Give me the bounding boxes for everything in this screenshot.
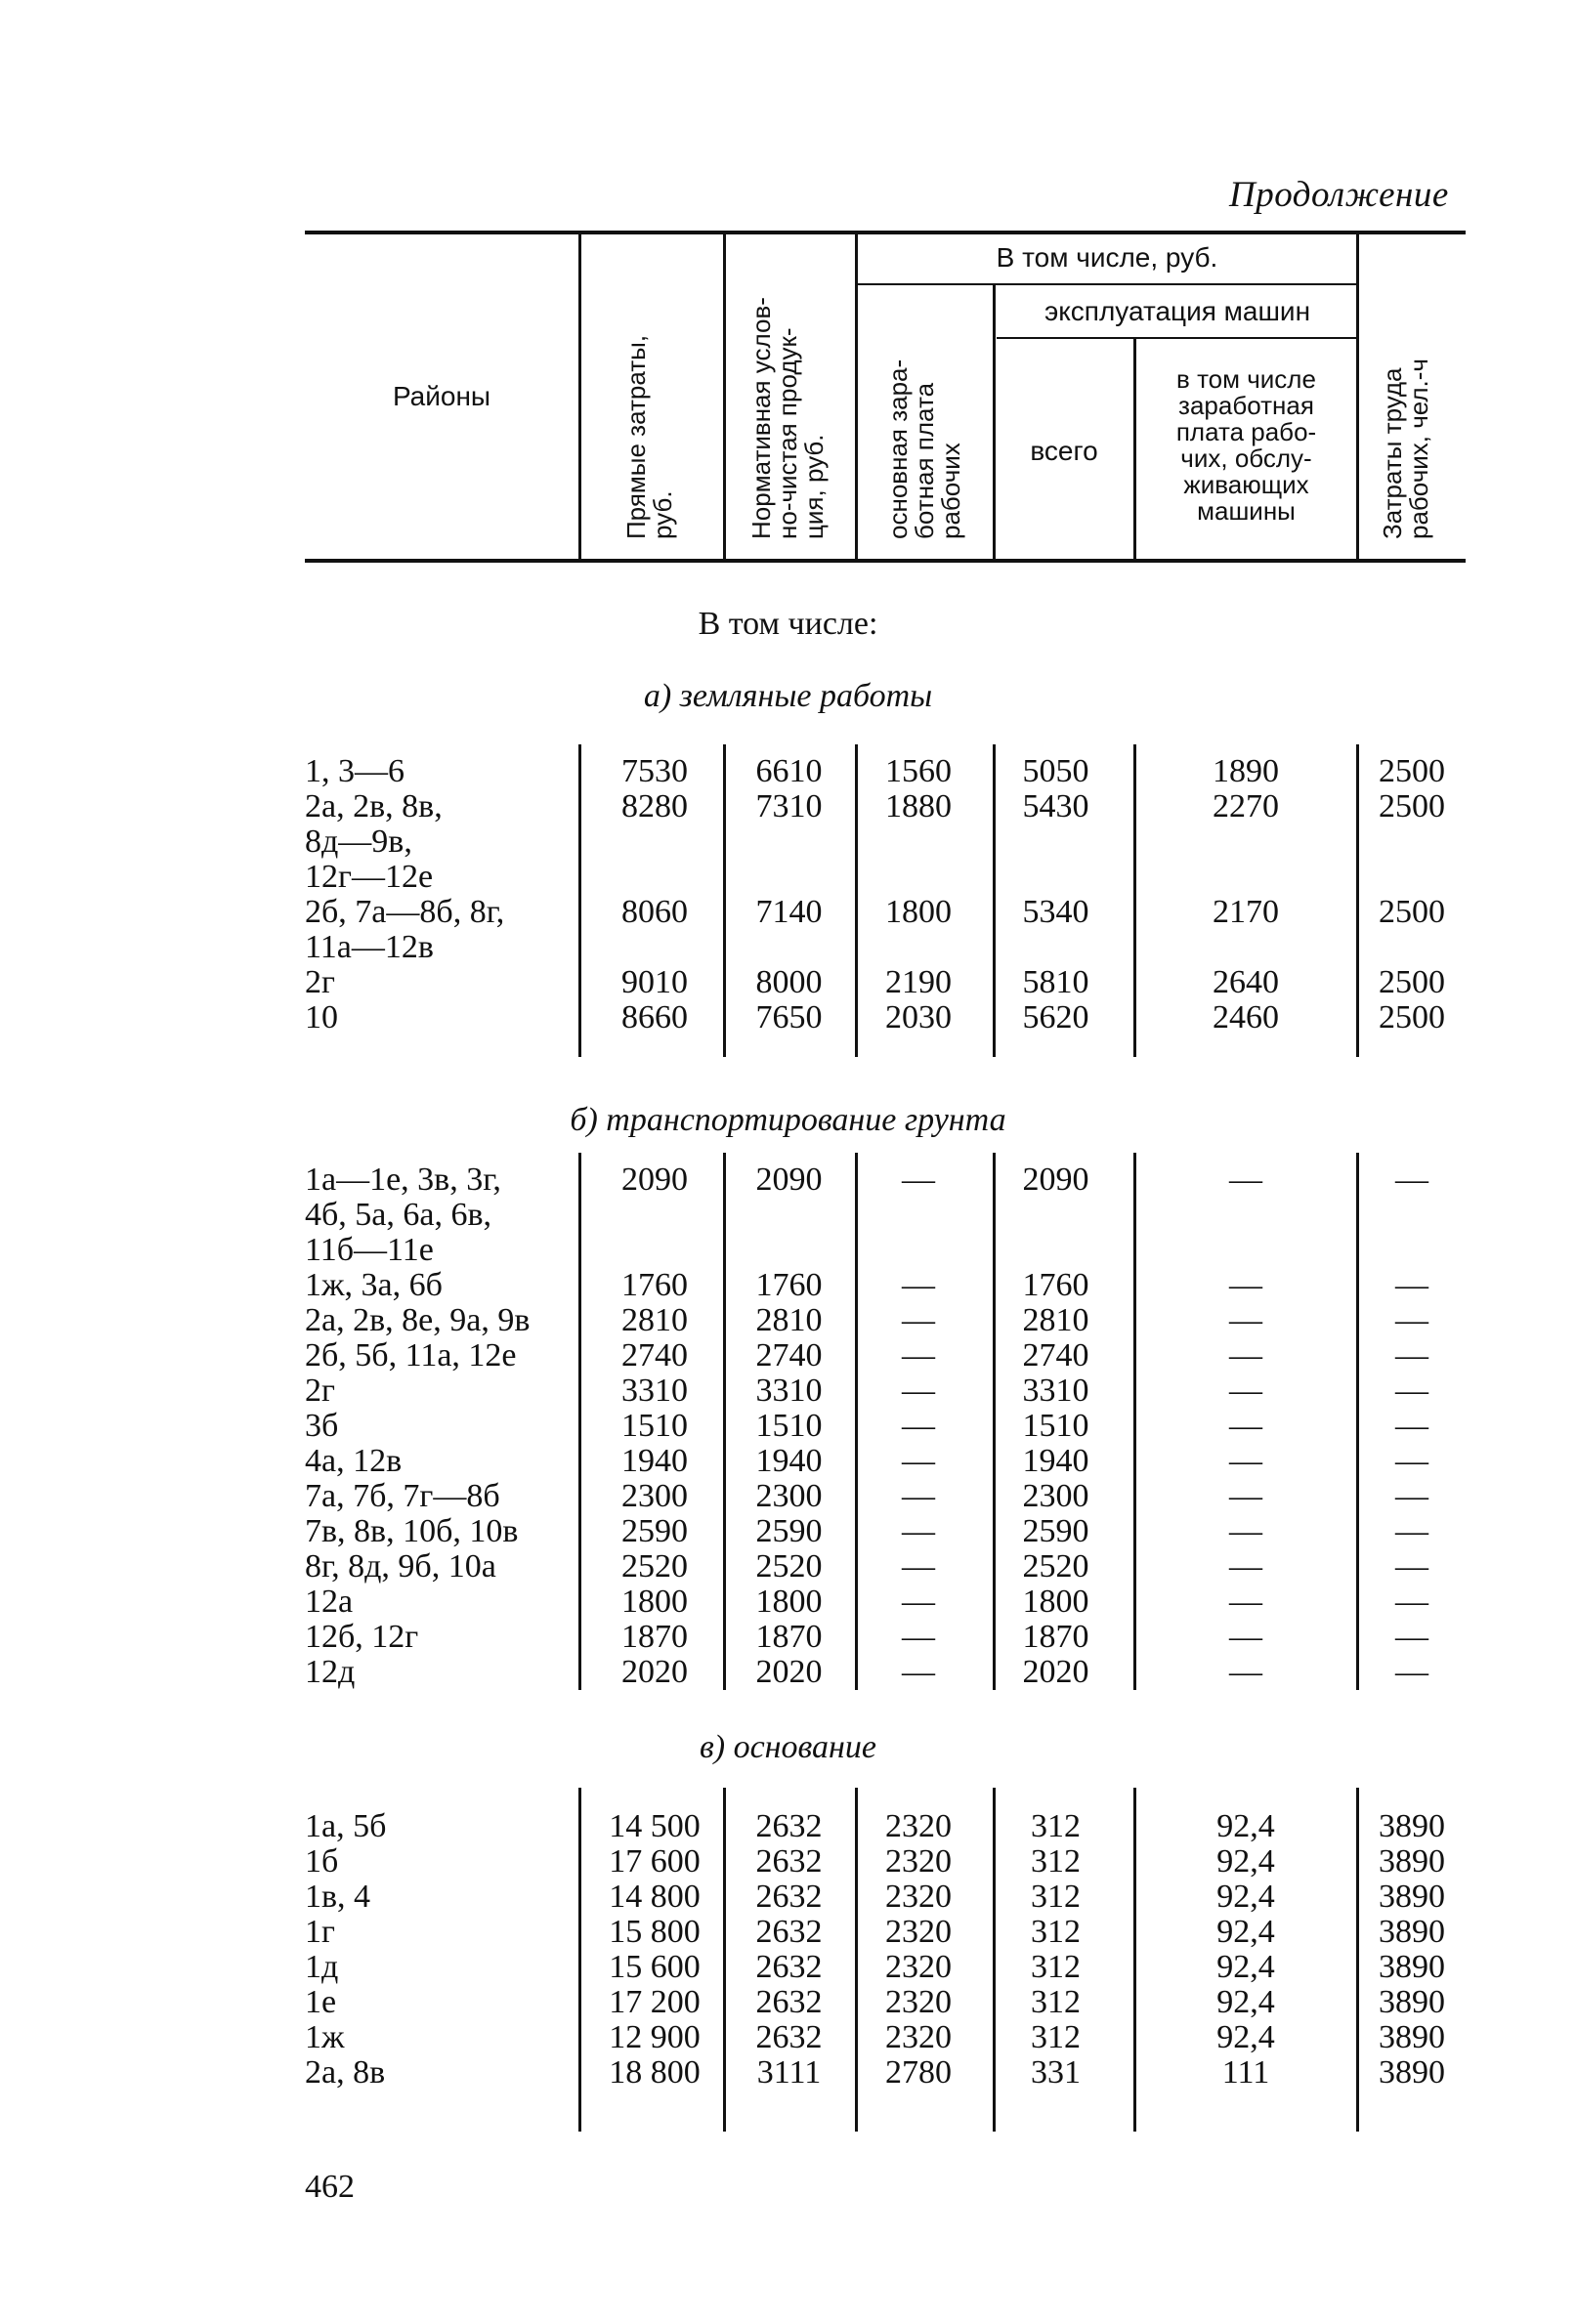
row-area: 1е: [305, 1984, 337, 2020]
row-value: 2090: [755, 1162, 823, 1198]
table-row: [0, 1514, 1576, 1549]
row-value: —: [1229, 1443, 1262, 1479]
row-area: 3б: [305, 1408, 339, 1444]
row-value: 92,4: [1216, 2019, 1275, 2055]
row-value: 1940: [755, 1443, 823, 1479]
row-value: —: [1229, 1584, 1262, 1620]
group-machines-rule: [997, 337, 1358, 339]
table-row: [0, 754, 1576, 789]
row-value: 3111: [756, 2054, 822, 2091]
row-area: 2б, 5б, 11а, 12е: [305, 1337, 517, 1373]
row-value: 5620: [1022, 999, 1089, 1035]
row-value: 2500: [1379, 788, 1445, 824]
row-value: 2632: [755, 1914, 823, 1950]
table-row: [0, 1950, 1576, 1985]
row-value: —: [1229, 1162, 1262, 1198]
row-value: 2300: [1022, 1478, 1089, 1514]
row-value: —: [1229, 1408, 1262, 1444]
row-value: 5430: [1022, 788, 1089, 824]
row-value: 17 200: [609, 1984, 701, 2020]
row-value: —: [902, 1619, 935, 1655]
row-value: 2500: [1379, 999, 1445, 1035]
table-row: [0, 1162, 1576, 1268]
row-value: 92,4: [1216, 1949, 1275, 1985]
row-value: 7530: [621, 753, 688, 789]
row-value: 3890: [1379, 1808, 1445, 1844]
row-value: 1880: [885, 788, 952, 824]
row-value: 312: [1031, 1914, 1081, 1950]
row-value: —: [1395, 1548, 1428, 1585]
header-vline: [1356, 234, 1359, 559]
row-value: 2090: [1022, 1162, 1089, 1198]
row-area: 4б, 5а, 6а, 6в,: [305, 1197, 492, 1233]
row-value: —: [1395, 1408, 1428, 1444]
table-row: [0, 894, 1576, 965]
row-value: 7310: [755, 788, 823, 824]
header-vline: [723, 234, 726, 559]
table-row: [0, 1409, 1576, 1444]
row-value: 17 600: [609, 1843, 701, 1880]
row-value: 2520: [755, 1548, 823, 1585]
row-value: 1800: [755, 1584, 823, 1620]
row-value: 9010: [621, 964, 688, 1000]
row-value: —: [902, 1443, 935, 1479]
row-value: —: [1395, 1443, 1428, 1479]
group-incl-rule: [858, 283, 1358, 285]
row-area: 11б—11е: [305, 1232, 434, 1268]
table-row: [0, 1000, 1576, 1035]
row-value: 3890: [1379, 1843, 1445, 1880]
row-area: 12б, 12г: [305, 1619, 419, 1655]
table-row: [0, 1549, 1576, 1585]
row-area: 12а: [305, 1584, 354, 1620]
row-value: 5340: [1022, 894, 1089, 930]
row-value: 2520: [1022, 1548, 1089, 1585]
row-value: —: [1229, 1302, 1262, 1338]
table-row: [0, 1479, 1576, 1514]
row-value: 2320: [885, 1843, 952, 1880]
row-value: —: [1229, 1619, 1262, 1655]
row-value: —: [902, 1337, 935, 1373]
table-row: [0, 2055, 1576, 2091]
table-row: [0, 1373, 1576, 1409]
row-value: 18 800: [609, 2054, 701, 2091]
row-area: 11а—12в: [305, 929, 434, 965]
row-value: —: [1229, 1267, 1262, 1303]
header-col-labor: Затраты труда рабочих, чел.-ч: [1378, 359, 1433, 539]
row-value: 2520: [621, 1548, 688, 1585]
row-value: 3890: [1379, 1879, 1445, 1915]
row-value: 3890: [1379, 2019, 1445, 2055]
row-area: 2г: [305, 964, 335, 1000]
table-row: [0, 1338, 1576, 1373]
row-value: —: [1395, 1513, 1428, 1549]
row-value: 5810: [1022, 964, 1089, 1000]
row-value: —: [1229, 1513, 1262, 1549]
row-value: 2740: [1022, 1337, 1089, 1373]
header-col-area: Районы: [392, 381, 491, 411]
row-value: —: [1229, 1548, 1262, 1585]
row-value: 1870: [755, 1619, 823, 1655]
row-value: 92,4: [1216, 1914, 1275, 1950]
row-value: 6610: [755, 753, 823, 789]
row-value: 5050: [1022, 753, 1089, 789]
row-value: 2020: [755, 1654, 823, 1690]
row-value: 1560: [885, 753, 952, 789]
row-value: 3310: [1022, 1373, 1089, 1409]
row-value: —: [902, 1654, 935, 1690]
header-col-direct: Прямые затраты, руб.: [621, 334, 677, 539]
row-value: 2632: [755, 2019, 823, 2055]
header-col-total: всего: [1030, 436, 1098, 466]
table-row: [0, 1303, 1576, 1338]
table-row: [0, 1585, 1576, 1620]
row-value: 1760: [755, 1267, 823, 1303]
row-area: 7в, 8в, 10б, 10в: [305, 1513, 519, 1549]
row-value: 2500: [1379, 964, 1445, 1000]
row-value: 14 800: [609, 1879, 701, 1915]
row-value: —: [902, 1267, 935, 1303]
row-value: 2810: [755, 1302, 823, 1338]
row-value: 3890: [1379, 1984, 1445, 2020]
row-value: 2740: [621, 1337, 688, 1373]
row-value: 1510: [621, 1408, 688, 1444]
row-area: 1ж, 3а, 6б: [305, 1267, 443, 1303]
row-value: 1800: [621, 1584, 688, 1620]
section-title: а) земляные работы: [643, 678, 933, 714]
row-value: —: [1395, 1267, 1428, 1303]
row-value: 312: [1031, 1984, 1081, 2020]
row-value: 92,4: [1216, 1808, 1275, 1844]
header-group-incl: В том числе, руб.: [996, 242, 1218, 273]
row-area: 1д: [305, 1949, 339, 1985]
row-value: 1940: [1022, 1443, 1089, 1479]
row-value: 312: [1031, 2019, 1081, 2055]
row-value: —: [902, 1373, 935, 1409]
row-area: 12г—12е: [305, 859, 434, 895]
row-value: 2320: [885, 1879, 952, 1915]
row-area: 1, 3—6: [305, 753, 405, 789]
row-value: —: [1229, 1337, 1262, 1373]
row-value: 7140: [755, 894, 823, 930]
page-number: 462: [305, 2169, 355, 2205]
row-area: 2а, 8в: [305, 2054, 386, 2091]
row-value: 2590: [1022, 1513, 1089, 1549]
row-value: —: [902, 1513, 935, 1549]
row-value: 2020: [1022, 1654, 1089, 1690]
row-value: 312: [1031, 1808, 1081, 1844]
row-value: 2632: [755, 1808, 823, 1844]
row-value: 92,4: [1216, 1984, 1275, 2020]
row-value: 2740: [755, 1337, 823, 1373]
row-value: 2190: [885, 964, 952, 1000]
row-value: 3890: [1379, 2054, 1445, 2091]
row-value: 3310: [621, 1373, 688, 1409]
row-value: 2320: [885, 2019, 952, 2055]
row-value: 2300: [755, 1478, 823, 1514]
header-top-rule: [305, 231, 1466, 234]
row-value: —: [1395, 1584, 1428, 1620]
row-value: 2460: [1213, 999, 1279, 1035]
row-value: 2320: [885, 1984, 952, 2020]
table-row: [0, 965, 1576, 1000]
row-value: 1760: [1022, 1267, 1089, 1303]
row-value: —: [1229, 1654, 1262, 1690]
row-value: 8000: [755, 964, 823, 1000]
header-col-wage: основная зара- ботная плата рабочих: [883, 359, 965, 539]
table-row: [0, 1809, 1576, 1844]
row-value: 1760: [621, 1267, 688, 1303]
header-col-machine-wage: в том числе заработная плата рабо- чих, обслу- живающих машины: [1175, 364, 1317, 526]
row-value: 2632: [755, 1949, 823, 1985]
row-value: 2320: [885, 1914, 952, 1950]
row-value: 2030: [885, 999, 952, 1035]
row-value: 1800: [1022, 1584, 1089, 1620]
continuation-label: Продолжение: [1229, 175, 1449, 215]
row-value: 1510: [1022, 1408, 1089, 1444]
row-area: 2б, 7а—8б, 8г,: [305, 894, 505, 930]
table-row: [0, 1444, 1576, 1479]
table-row: [0, 1268, 1576, 1303]
row-value: 1870: [621, 1619, 688, 1655]
header-vline: [993, 285, 996, 559]
row-value: 12 900: [609, 2019, 701, 2055]
row-value: 2020: [621, 1654, 688, 1690]
row-value: 2320: [885, 1949, 952, 1985]
row-value: 2810: [621, 1302, 688, 1338]
row-value: —: [902, 1408, 935, 1444]
header-col-norm: Нормативная услов- но-чистая продук- ция, руб.: [746, 297, 829, 539]
row-value: 1800: [885, 894, 952, 930]
row-value: 92,4: [1216, 1843, 1275, 1880]
row-value: 2632: [755, 1843, 823, 1880]
header-group-machines: эксплуатация машин: [1044, 296, 1311, 326]
table-row: [0, 1655, 1576, 1690]
row-area: 7а, 7б, 7г—8б: [305, 1478, 500, 1514]
row-value: 2500: [1379, 753, 1445, 789]
row-area: 1а—1е, 3в, 3г,: [305, 1162, 501, 1198]
row-area: 1г: [305, 1914, 335, 1950]
row-area: 4а, 12в: [305, 1443, 403, 1479]
table-row: [0, 2020, 1576, 2055]
row-value: —: [1229, 1478, 1262, 1514]
row-area: 8д—9в,: [305, 824, 412, 860]
row-value: 8660: [621, 999, 688, 1035]
row-value: 3890: [1379, 1914, 1445, 1950]
row-value: 3890: [1379, 1949, 1445, 1985]
row-value: 2320: [885, 1808, 952, 1844]
row-area: 2а, 2в, 8в,: [305, 788, 443, 824]
table-row: [0, 1915, 1576, 1950]
row-area: 1в, 4: [305, 1879, 371, 1915]
row-area: 2а, 2в, 8е, 9а, 9в: [305, 1302, 531, 1338]
row-value: 312: [1031, 1949, 1081, 1985]
row-value: 3310: [755, 1373, 823, 1409]
row-value: —: [1395, 1478, 1428, 1514]
table-row: [0, 1880, 1576, 1915]
section-title: в) основание: [699, 1729, 877, 1765]
table-row: [0, 1985, 1576, 2020]
row-area: 8г, 8д, 9б, 10а: [305, 1548, 496, 1585]
row-value: 312: [1031, 1843, 1081, 1880]
table-row: [0, 1844, 1576, 1880]
row-value: 312: [1031, 1879, 1081, 1915]
row-value: 2170: [1213, 894, 1279, 930]
row-value: 2632: [755, 1984, 823, 2020]
row-area: 1а, 5б: [305, 1808, 387, 1844]
row-value: 8280: [621, 788, 688, 824]
row-value: —: [1395, 1162, 1428, 1198]
row-value: 2780: [885, 2054, 952, 2091]
row-value: 331: [1031, 2054, 1081, 2091]
row-value: 1940: [621, 1443, 688, 1479]
row-value: 2810: [1022, 1302, 1089, 1338]
row-area: 10: [305, 999, 338, 1035]
row-value: —: [1395, 1373, 1428, 1409]
header-bottom-rule: [305, 559, 1466, 563]
row-area: 2г: [305, 1373, 335, 1409]
row-value: 7650: [755, 999, 823, 1035]
row-value: —: [902, 1302, 935, 1338]
row-value: —: [1395, 1654, 1428, 1690]
row-value: 2590: [755, 1513, 823, 1549]
row-value: —: [902, 1548, 935, 1585]
header-vline: [578, 234, 581, 559]
row-value: —: [902, 1584, 935, 1620]
row-area: 12д: [305, 1654, 356, 1690]
row-value: —: [1395, 1337, 1428, 1373]
row-value: 2640: [1213, 964, 1279, 1000]
row-value: 2590: [621, 1513, 688, 1549]
section-title: б) транспортирование грунта: [570, 1102, 1006, 1138]
row-area: 1б: [305, 1843, 339, 1880]
table-row: [0, 1620, 1576, 1655]
row-value: 15 800: [609, 1914, 701, 1950]
row-area: 1ж: [305, 2019, 345, 2055]
row-value: 2632: [755, 1879, 823, 1915]
row-value: —: [902, 1478, 935, 1514]
row-value: 8060: [621, 894, 688, 930]
row-value: 2090: [621, 1162, 688, 1198]
table-row: [0, 788, 1576, 895]
row-value: 1870: [1022, 1619, 1089, 1655]
row-value: 15 600: [609, 1949, 701, 1985]
row-value: —: [1395, 1302, 1428, 1338]
row-value: 2500: [1379, 894, 1445, 930]
row-value: 14 500: [609, 1808, 701, 1844]
header-vline: [855, 234, 858, 559]
row-value: 2300: [621, 1478, 688, 1514]
row-value: 2270: [1213, 788, 1279, 824]
row-value: —: [1229, 1373, 1262, 1409]
row-value: 92,4: [1216, 1879, 1275, 1915]
row-value: 1890: [1213, 753, 1279, 789]
row-value: —: [902, 1162, 935, 1198]
incl-title: В том числе:: [698, 606, 878, 642]
row-value: —: [1395, 1619, 1428, 1655]
row-value: 111: [1221, 2054, 1270, 2091]
row-value: 1510: [755, 1408, 823, 1444]
